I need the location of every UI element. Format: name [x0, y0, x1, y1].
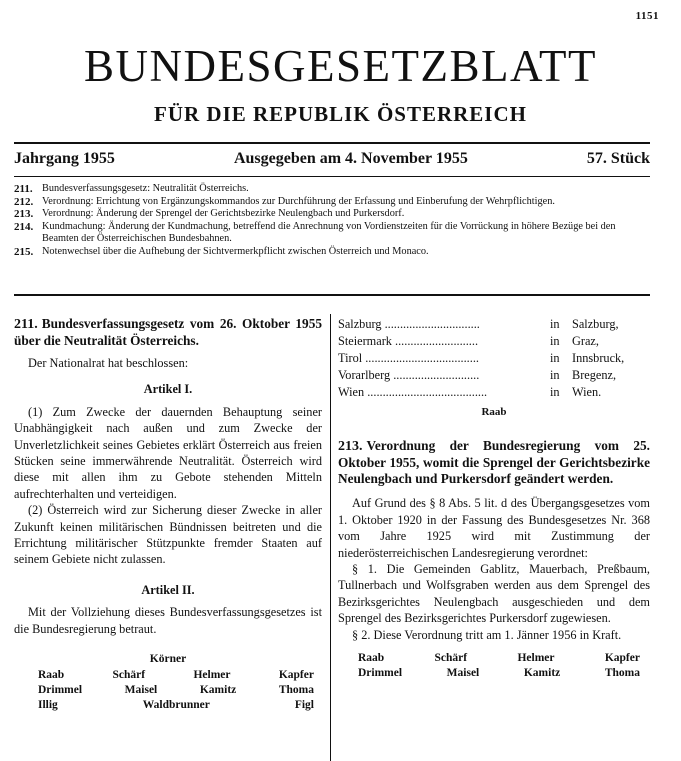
article-1-paragraph-1: (1) Zum Zwecke der dauernden Behauptung seiner Unabhängigkeit nach außen und zum Zwecke der Unverletzlichkeit seines Gebietes erklärt Österreich aus freien Stücken seine immerwährende Neutralität. Österreich wird diese mit allen ihm zu Gebote stehenden Mitteln aufrechterhalten und verteidigen.	[14, 404, 322, 501]
signature: Raab	[358, 652, 385, 665]
state-name: Tirol	[338, 351, 363, 365]
leader-dots: .....................................	[362, 351, 479, 365]
issue-number: 57. Stück	[586, 150, 650, 167]
toc-item	[14, 221, 650, 246]
law-213-number: 213.	[338, 439, 363, 455]
signature: Illig	[38, 698, 58, 711]
city-name: Innsbruck,	[572, 351, 625, 365]
toc-item-number: 211.	[14, 183, 33, 195]
state-name: Vorarlberg	[338, 368, 391, 382]
city-name: Graz,	[572, 334, 599, 348]
signature: Maisel	[124, 683, 158, 696]
leader-dots: .......................................	[364, 385, 488, 399]
signature: Drimmel	[358, 667, 403, 680]
issue-year: Jahrgang 1955	[14, 150, 115, 167]
signature-row	[14, 683, 322, 698]
district-list-item	[338, 384, 650, 401]
page-number: 1151	[635, 10, 659, 22]
preposition: in	[550, 334, 560, 348]
district-list-item	[338, 350, 650, 367]
toc-rule	[14, 294, 650, 296]
law-213-section-2: § 2. Diese Verordnung tritt am 1. Jänner 1956 in Kraft.	[352, 627, 622, 642]
left-column	[14, 316, 322, 713]
law-211-heading	[14, 316, 322, 349]
state-name: Salzburg	[338, 317, 382, 331]
toc-item-number: 213.	[14, 208, 34, 221]
signature: Maisel	[446, 667, 480, 680]
signature: Kapfer	[604, 652, 640, 665]
law-213-preamble: Auf Grund des § 8 Abs. 5 lit. d des Übergangsgesetzes vom 1. Oktober 1920 in der Fassung des Bundesgesetzes Nr. 368 vom Jahre 1925 wird mit Zustimmung der niederösterreichischen Landesregierung verordnet:	[338, 496, 650, 560]
signature: Raab	[481, 406, 507, 418]
toc-item-number: 212.	[14, 195, 34, 208]
signature: Helmer	[193, 668, 231, 681]
state-name: Wien	[338, 385, 365, 399]
toc-item	[14, 196, 650, 209]
city-name: Salzburg,	[572, 317, 619, 331]
gazette-subtitle: FÜR DIE REPUBLIK ÖSTERREICH	[154, 102, 527, 126]
law-211-title: Bundesverfassungsgesetz vom 26. Oktober 1955 über die Neutralität Österreichs.	[14, 316, 322, 348]
toc-item	[14, 183, 650, 196]
signature-president: Körner	[149, 653, 187, 666]
signature: Kapfer	[278, 668, 314, 681]
signature: Thoma	[278, 683, 314, 696]
preposition: in	[550, 385, 560, 399]
header-rule-top	[14, 142, 650, 144]
signature: Drimmel	[38, 683, 83, 696]
toc-item-number: 215.	[14, 245, 34, 258]
column-divider	[330, 314, 331, 761]
toc-item-text: Verordnung: Errichtung von Ergänzungskommandos zur Durchführung der Erfassung und Einberufung der Wehrpflichtigen.	[42, 195, 555, 207]
issue-date: Ausgegeben am 4. November 1955	[233, 150, 468, 167]
signature: Kamitz	[523, 667, 561, 680]
city-name: Wien.	[572, 385, 602, 399]
signature: Waldbrunner	[142, 698, 210, 711]
preposition: in	[550, 317, 560, 331]
signature-row	[14, 698, 322, 713]
city-name: Bregenz,	[572, 368, 617, 382]
table-of-contents	[14, 183, 650, 259]
article-2-paragraph: Mit der Vollziehung dieses Bundesverfassungsgesetzes ist die Bundesregierung betraut.	[14, 605, 322, 636]
leader-dots: ...........................	[391, 334, 479, 348]
signature-row	[338, 651, 650, 666]
right-column	[338, 316, 650, 681]
gazette-title: BUNDESGESETZBLATT	[84, 41, 597, 91]
district-list-item	[338, 367, 650, 384]
district-list-item	[338, 316, 650, 333]
toc-item	[14, 246, 650, 259]
signature-row	[14, 668, 322, 683]
preposition: in	[550, 368, 560, 382]
state-name: Steiermark	[338, 334, 392, 348]
toc-item-number: 214.	[14, 220, 34, 233]
district-list-item	[338, 333, 650, 350]
signature: Figl	[294, 698, 314, 711]
law-213-section-1: § 1. Die Gemeinden Gablitz, Mauerbach, Preßbaum, Tullnerbach und Wolfsgraben werden aus dem Sprengel des Bezirksgerichtes Neulengbach ausgeschieden und dem Sprengel des Bezirksgerichtes Purkersdorf zugewiesen.	[338, 562, 650, 626]
law-211-intro: Der Nationalrat hat beschlossen:	[28, 356, 189, 370]
signature: Schärf	[112, 668, 146, 681]
toc-item-text: Verordnung: Änderung der Sprengel der Gerichtsbezirke Neulengbach und Purkersdorf.	[42, 208, 405, 220]
signature: Helmer	[517, 652, 555, 665]
toc-item-text: Notenwechsel über die Aufhebung der Sichtvermerkpflicht zwischen Österreich und Monaco.	[42, 245, 429, 257]
toc-item	[14, 208, 650, 221]
law-213-title: Verordnung der Bundesregierung vom 25. Oktober 1955, womit die Sprengel der Gerichtsbezirke Neulengbach und Purkersdorf geändert werden.	[338, 438, 650, 487]
signature-row	[338, 666, 650, 681]
leader-dots: ...............................	[381, 317, 480, 331]
preposition: in	[550, 351, 560, 365]
article-1-heading: Artikel I.	[143, 382, 193, 397]
leader-dots: ............................	[390, 368, 480, 382]
signature: Raab	[38, 668, 65, 681]
header-rule-bottom	[14, 176, 650, 177]
signature: Kamitz	[199, 683, 237, 696]
signature: Thoma	[604, 667, 640, 680]
law-211-number: 211.	[14, 317, 38, 332]
signature: Schärf	[434, 652, 468, 665]
article-2-heading: Artikel II.	[141, 582, 195, 597]
law-213-heading	[338, 438, 650, 487]
article-1-paragraph-2: (2) Österreich wird zur Sicherung dieser Zwecke in aller Zukunft keinen militärischen Bündnissen beitreten und die Errichtung militärischer Stützpunkte fremder Staaten auf seinem Gebiete nicht zulassen.	[14, 503, 322, 567]
toc-item-text: Bundesverfassungsgesetz: Neutralität Österreichs.	[42, 183, 249, 194]
issue-info	[14, 150, 650, 168]
toc-item-text: Kundmachung: Änderung der Kundmachung, betreffend die Anrechnung von Vordienstzeiten für die Vorrückung in höhere Bezüge bei den Beamten der Österreichischen Bundesbahnen.	[42, 220, 616, 245]
